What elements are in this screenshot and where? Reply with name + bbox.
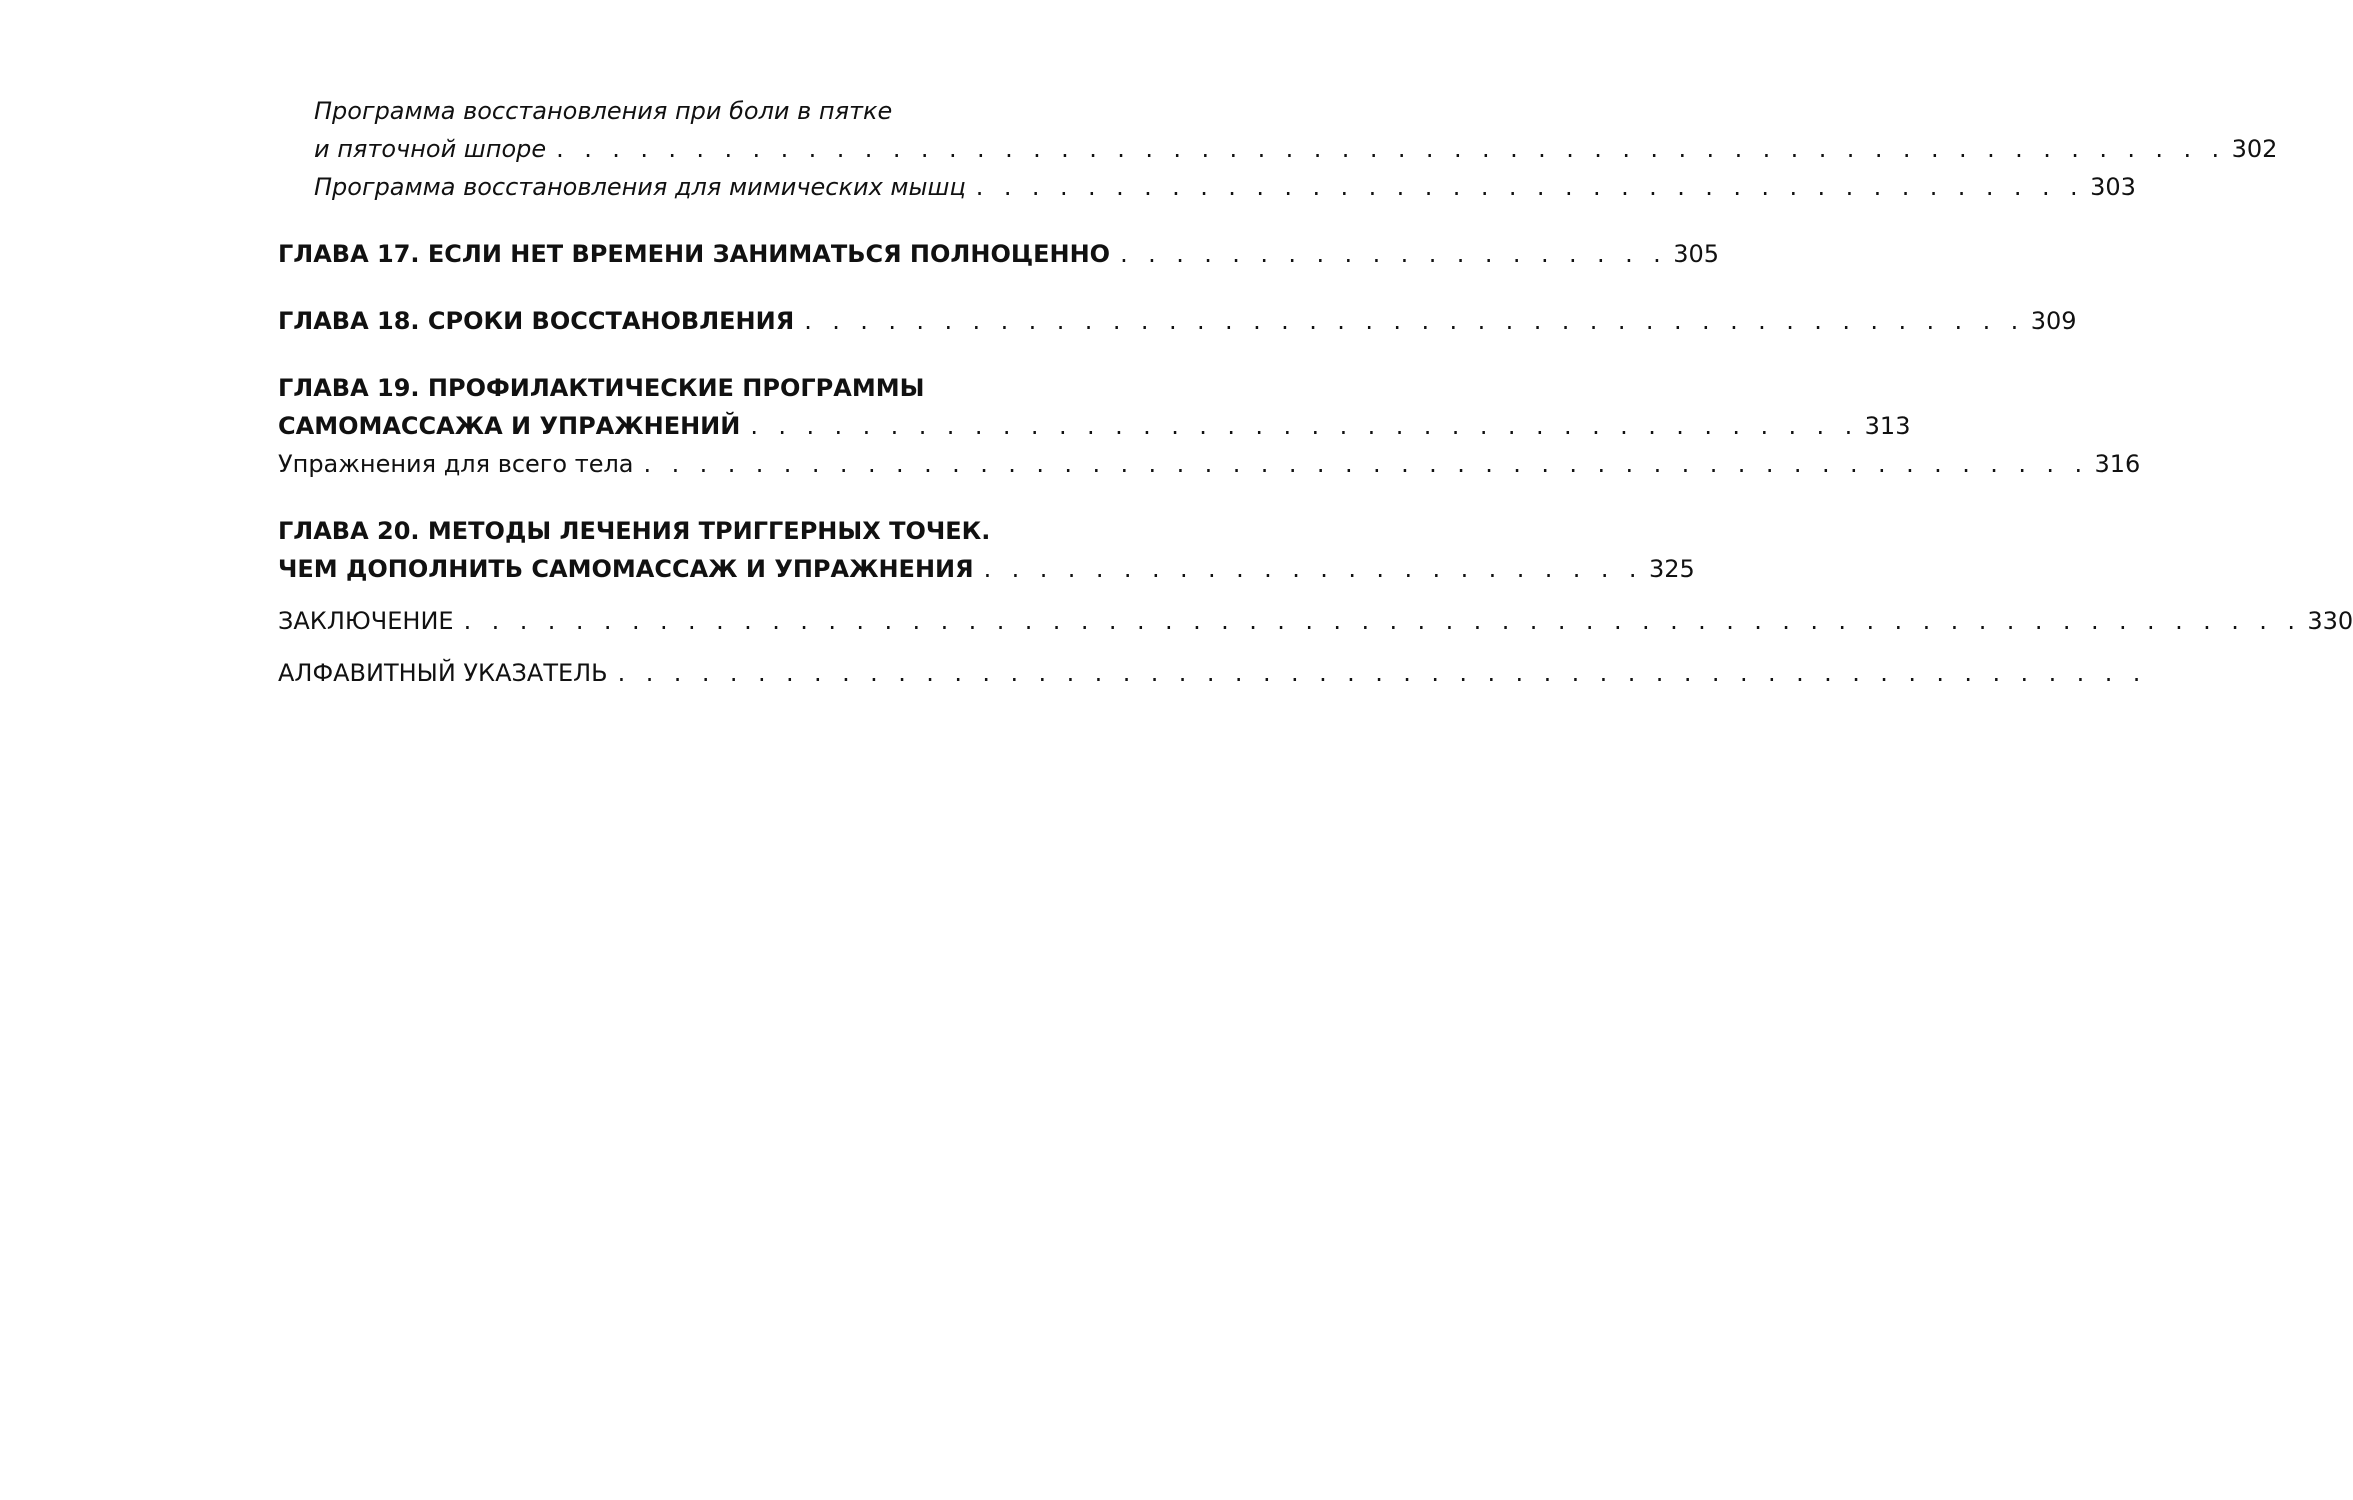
toc-page-number: 325 (1648, 555, 1695, 583)
toc-entry-title: ГЛАВА 20. МЕТОДЫ ЛЕЧЕНИЯ ТРИГГЕРНЫХ ТОЧЕК. (278, 517, 991, 545)
toc-page-number: 313 (1864, 412, 1911, 440)
toc-entry-heel-program[interactable] (278, 130, 2278, 168)
toc-entry-title: ГЛАВА 18. СРОКИ ВОССТАНОВЛЕНИЯ (278, 307, 795, 335)
toc-entry-heel-program-line-1 (278, 92, 1150, 130)
toc-chapter-18[interactable] (278, 302, 2077, 340)
toc-page-number: 309 (2030, 307, 2077, 335)
toc-entry-facial-muscles-program[interactable] (278, 168, 2136, 206)
toc-entry-title: АЛФАВИТНЫЙ УКАЗАТЕЛЬ (278, 659, 608, 687)
dot-leader: . . . . . . . . . . . . . . . . . . . . . . . . (983, 555, 1643, 583)
dot-leader: . . . . . . . . . . . . . . . . . . . . . . . . . . . . . . . . . . . . . . . . . . . . . . . . . . . . . . . . . . . . . . . . . . (463, 607, 2302, 635)
dot-leader: . . . . . . . . . . . . . . . . . . . . . . . . . . . . . . . . . . . . . . . . (750, 412, 1859, 440)
dot-leader: . . . . . . . . . . . . . . . . . . . . . . . . . . . . . . . . . . . . . . . . . . . . (804, 307, 2025, 335)
toc-chapter-19-line-1 (278, 369, 1150, 407)
toc-entry-title: ЧЕМ ДОПОЛНИТЬ САМОМАССАЖ И УПРАЖНЕНИЯ (278, 555, 974, 583)
dot-leader: . . . . . . . . . . . . . . . . . . . . . . . . . . . . . . . . . . . . . . . . . . . . . . . . . . . . . . . . . . . . (556, 135, 2226, 163)
dot-leader: . . . . . . . . . . . . . . . . . . . . . . . . . . . . . . . . . . . . . . . . . . . . . . . . . . . . (643, 450, 2089, 478)
toc-entry-title: ЗАКЛЮЧЕНИЕ (278, 607, 454, 635)
toc-page-number: 316 (2094, 450, 2141, 478)
toc-entry-title: ГЛАВА 19. ПРОФИЛАКТИЧЕСКИЕ ПРОГРАММЫ (278, 374, 925, 402)
toc-chapter-19[interactable] (278, 407, 1911, 445)
dot-leader: . . . . . . . . . . . . . . . . . . . . . . . . . . . . . . . . . . . . . . . . . . . . . . . . . . . . . . . (617, 659, 2147, 687)
toc-entry-title: и пяточной шпоре (314, 135, 547, 163)
dot-leader: . . . . . . . . . . . . . . . . . . . . (1120, 240, 1668, 268)
dot-leader: . . . . . . . . . . . . . . . . . . . . . . . . . . . . . . . . . . . . . . . . (975, 173, 2085, 201)
toc-chapter-20[interactable] (278, 550, 1695, 588)
toc-entry-title: Упражнения для всего тела (278, 450, 634, 478)
toc-entry-title: Программа восстановления для мимических мышц (314, 173, 966, 201)
table-of-contents (278, 92, 2353, 692)
toc-page-number: 302 (2231, 135, 2278, 163)
toc-page-number: 303 (2090, 173, 2136, 201)
toc-entry-title: Программа восстановления при боли в пятке (314, 97, 893, 125)
toc-entry-title: ГЛАВА 17. ЕСЛИ НЕТ ВРЕМЕНИ ЗАНИМАТЬСЯ ПОЛНОЦЕННО (278, 240, 1111, 268)
toc-chapter-20-line-1 (278, 512, 1150, 550)
toc-page-number: 305 (1673, 240, 1720, 268)
toc-page-number: 330 (2307, 607, 2353, 635)
toc-entry-whole-body-exercises[interactable] (278, 445, 2141, 483)
toc-entry-conclusion[interactable] (278, 602, 2353, 640)
toc-entry-alphabetical-index[interactable] (278, 654, 2147, 692)
toc-entry-title: САМОМАССАЖА И УПРАЖНЕНИЙ (278, 412, 741, 440)
toc-chapter-17[interactable] (278, 235, 1720, 273)
